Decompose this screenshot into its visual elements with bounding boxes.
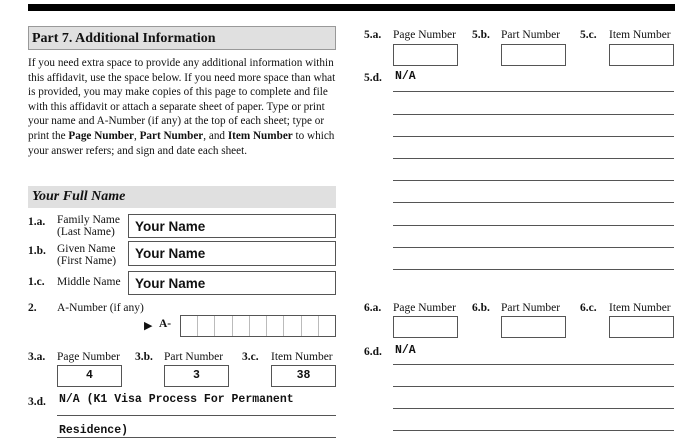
item-1a-number: 1.a. xyxy=(28,216,46,228)
item-5d-answer-rule xyxy=(393,114,674,115)
item-3a-label: Page Number xyxy=(57,351,120,363)
middle-name-value: Your Name xyxy=(135,276,206,291)
item-1c-number: 1.c. xyxy=(28,276,45,288)
item-3d-answer-line2[interactable]: Residence) xyxy=(59,424,129,437)
item-3b-value: 3 xyxy=(193,369,200,382)
item-6d-answer[interactable]: N/A xyxy=(395,344,416,357)
full-name-section-title: Your Full Name xyxy=(32,189,126,204)
family-name-label-line2: (Last Name) xyxy=(57,226,115,238)
item-5d-answer-rule xyxy=(393,136,674,137)
item-5d-answer-rule xyxy=(393,202,674,203)
arrow-right-icon: ▶ xyxy=(144,320,153,332)
instructions-text xyxy=(28,56,338,158)
item-5d-answer-rule xyxy=(393,269,674,270)
item-5d-answer-rule xyxy=(393,158,674,159)
item-6c-label: Item Number xyxy=(609,302,671,314)
item-5d-answer-rule xyxy=(393,91,674,92)
item-3b-number: 3.b. xyxy=(135,351,153,363)
a-number-digit-box xyxy=(319,316,335,336)
item-5d-number: 5.d. xyxy=(364,72,382,84)
item-5b-number: 5.b. xyxy=(472,29,490,41)
item-1b-number: 1.b. xyxy=(28,245,46,257)
item-6d-answer-rule xyxy=(393,408,674,409)
a-number-digit-box xyxy=(302,316,319,336)
item-3a-number: 3.a. xyxy=(28,351,46,363)
item-6b-label: Part Number xyxy=(501,302,561,314)
item-5d-answer-rule xyxy=(393,180,674,181)
item-3b-label: Part Number xyxy=(164,351,224,363)
family-name-field[interactable] xyxy=(128,214,336,238)
item-6c-item-number-field[interactable] xyxy=(609,316,674,338)
middle-name-label: Middle Name xyxy=(57,276,121,288)
item-3d-number: 3.d. xyxy=(28,396,46,408)
a-number-prefix: A- xyxy=(159,318,172,330)
a-number-digit-box xyxy=(181,316,198,336)
item-5c-item-number-field[interactable] xyxy=(609,44,674,66)
family-name-label xyxy=(57,214,120,238)
item-6d-number: 6.d. xyxy=(364,346,382,358)
intro-text-1: If you need extra space to provide any additional information within this affidavit, use the space below. If you need more space than what is provided, you may make copies of this page to complete and file with this affidavit or attach a separate sheet of paper. Type or print your name and A-Number (if any) at the top of each sheet; type or print the xyxy=(28,57,336,142)
part-header xyxy=(28,26,336,50)
intro-text-2: , xyxy=(133,129,140,142)
item-3c-value: 38 xyxy=(296,369,311,382)
given-name-value: Your Name xyxy=(135,246,206,261)
item-5c-label: Item Number xyxy=(609,29,671,41)
a-number-digit-box xyxy=(233,316,250,336)
item-3c-label: Item Number xyxy=(271,351,333,363)
item-5d-answer-rule xyxy=(393,247,674,248)
item-6a-label: Page Number xyxy=(393,302,456,314)
middle-name-field[interactable] xyxy=(128,271,336,295)
item-5a-page-number-field[interactable] xyxy=(393,44,458,66)
intro-bold-item-number: Item Number xyxy=(227,129,293,142)
item-6d-answer-rule xyxy=(393,364,674,365)
intro-text-3: , and xyxy=(203,129,228,142)
item-5c-number: 5.c. xyxy=(580,29,597,41)
intro-bold-page-number: Page Number xyxy=(68,129,134,142)
item-6b-part-number-field[interactable] xyxy=(501,316,566,338)
item-6c-number: 6.c. xyxy=(580,302,597,314)
a-number-digit-box xyxy=(198,316,215,336)
item-6a-page-number-field[interactable] xyxy=(393,316,458,338)
item-5d-answer[interactable]: N/A xyxy=(395,70,416,83)
a-number-field[interactable] xyxy=(180,315,336,337)
item-3b-part-number-field[interactable] xyxy=(164,365,229,387)
a-number-digit-box xyxy=(267,316,284,336)
a-number-digit-box xyxy=(250,316,267,336)
item-5b-part-number-field[interactable] xyxy=(501,44,566,66)
item-5a-number: 5.a. xyxy=(364,29,382,41)
item-6d-answer-rule xyxy=(393,430,674,431)
item-6d-answer-rule xyxy=(393,386,674,387)
given-name-label xyxy=(57,243,116,267)
item-3c-number: 3.c. xyxy=(242,351,259,363)
given-name-label-line2: (First Name) xyxy=(57,255,117,267)
item-3c-item-number-field[interactable] xyxy=(271,365,336,387)
family-name-label-line1: Family Name xyxy=(57,214,120,226)
intro-text-4: to which your answer refers; and sign and date each sheet. xyxy=(28,129,335,157)
intro-bold-part-number: Part Number xyxy=(139,129,204,142)
item-3d-answer-rule xyxy=(57,437,336,438)
item-2-number: 2. xyxy=(28,302,37,314)
item-5d-answer-rule xyxy=(393,225,674,226)
top-rule xyxy=(28,4,675,11)
item-3a-page-number-field[interactable] xyxy=(57,365,122,387)
family-name-value: Your Name xyxy=(135,219,206,234)
given-name-label-line1: Given Name xyxy=(57,243,116,255)
a-number-digit-box xyxy=(284,316,301,336)
full-name-section-header xyxy=(28,186,336,208)
part-title: Part 7. Additional Information xyxy=(32,31,216,46)
item-3d-answer-rule xyxy=(57,415,336,416)
item-6a-number: 6.a. xyxy=(364,302,382,314)
a-number-digit-box xyxy=(215,316,232,336)
item-3d-answer-line1[interactable]: N/A (K1 Visa Process For Permanent xyxy=(59,393,294,406)
given-name-field[interactable] xyxy=(128,241,336,266)
item-6b-number: 6.b. xyxy=(472,302,490,314)
item-5b-label: Part Number xyxy=(501,29,561,41)
item-3a-value: 4 xyxy=(86,369,93,382)
item-5a-label: Page Number xyxy=(393,29,456,41)
a-number-label: A-Number (if any) xyxy=(57,302,144,314)
